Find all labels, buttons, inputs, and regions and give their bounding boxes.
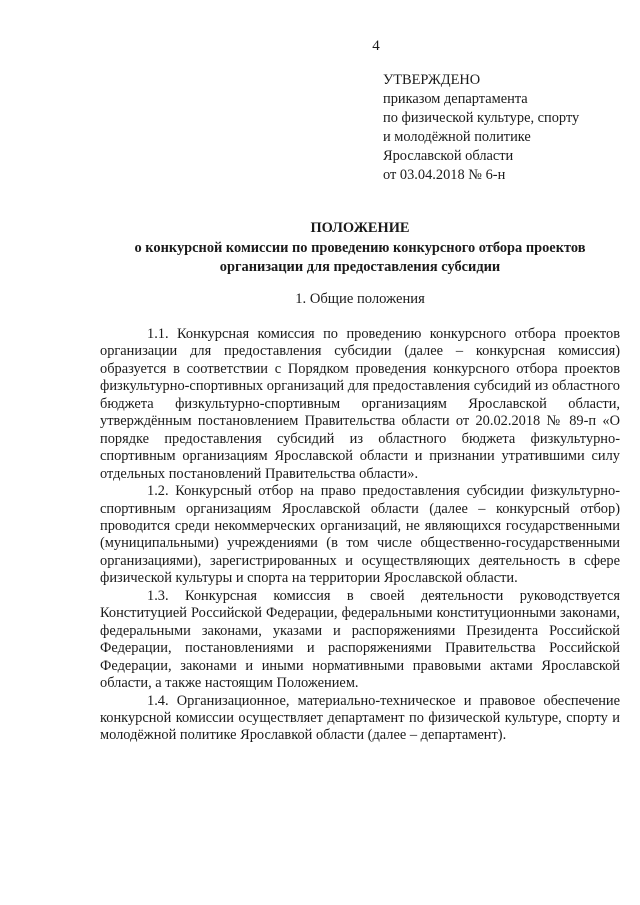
approval-stamp: [383, 71, 633, 186]
paragraph-1-1: 1.1. Конкурсная комиссия по проведению конкурсного отбора проектов организации для предоставления субсидии (далее – конкурсная комиссия) образуется в соответствии с Порядком проведения конкурсного отбора проектов физкультурно-спортивных организаций для предоставления субсидий из областного бюджета физкультурно-спортивным организациям Ярославской области, утверждённым постановлением Правительства области от 20.02.2018 № 89-п «О порядке предоставления субсидий из областного бюджета физкультурно-спортивным организациям Ярославской области и признании утратившими силу отдельных постановлений Правительства области».: [100, 326, 620, 482]
title-line: организации для предоставления субсидии: [219, 259, 501, 275]
approval-line: от 03.04.2018 № 6-н: [383, 167, 506, 184]
section-heading: 1. Общие положения: [295, 291, 425, 307]
approval-line: и молодёжной политике: [383, 129, 531, 146]
approval-line: по физической культуре, спорту: [383, 110, 580, 127]
document-body: [100, 326, 620, 745]
page-number: 4: [372, 38, 380, 54]
paragraph-1-2: 1.2. Конкурсный отбор на право предоставления субсидии физкультурно-спортивным организациям Ярославской области (далее – конкурсный отбор) проводится среди некоммерческих организаций, не являющихся государственными (муниципальными) учреждениями (в том числе общественно-государственными организациями), зарегистрированных и осуществляющих деятельность в сфере физической культуры и спорта на территории Ярославской области.: [100, 483, 620, 587]
document-title: [100, 219, 620, 278]
title-line: о конкурсной комиссии по проведению конкурсного отбора проектов: [134, 239, 586, 256]
title-main: ПОЛОЖЕНИЕ: [310, 220, 410, 236]
approval-line: Ярославской области: [383, 148, 514, 165]
paragraph-1-4: 1.4. Организационное, материально-техническое и правовое обеспечение конкурсной комиссии осуществляет департамент по физической культуре, спорту и молодёжной политике Ярославкой области (далее – департамент).: [100, 692, 620, 744]
paragraph-1-3: 1.3. Конкурсная комиссия в своей деятельности руководствуется Конституцией Российской Федерации, федеральными конституционными законами, федеральными законами, указами и распоряжениями Президента Российской Федерации, постановлениями и распоряжениями Правительства Российской Федерации, законами и иными нормативными правовыми актами Ярославской области, а также настоящим Положением.: [100, 587, 620, 692]
approval-line: приказом департамента: [383, 91, 528, 108]
approval-line: УТВЕРЖДЕНО: [383, 72, 481, 88]
